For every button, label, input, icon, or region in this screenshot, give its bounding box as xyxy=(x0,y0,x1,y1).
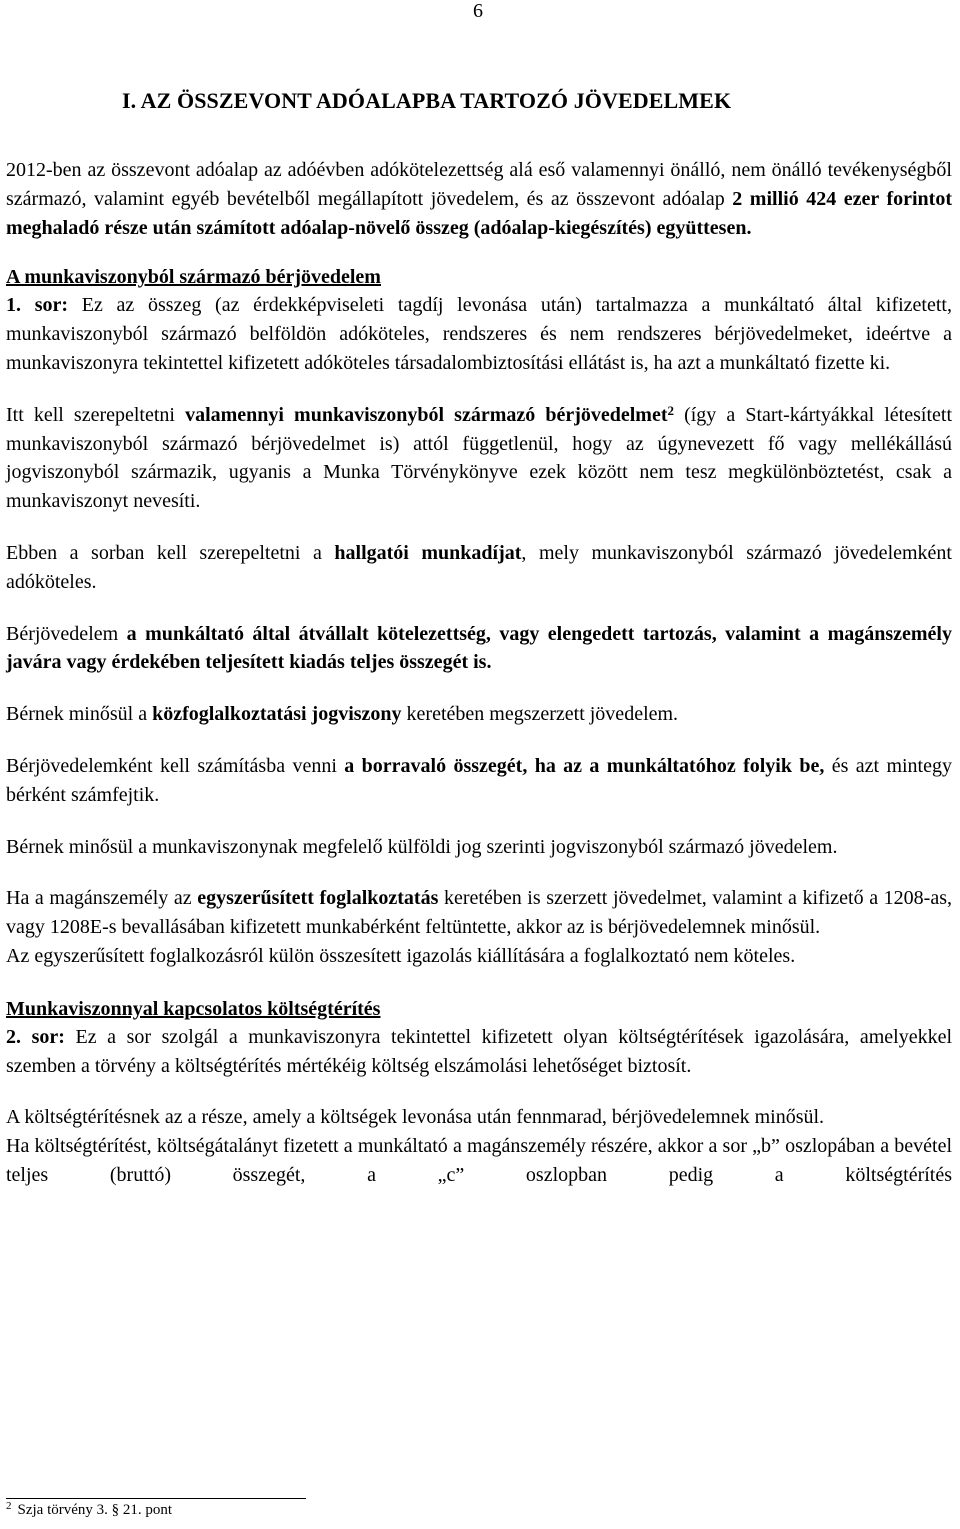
bold-text: a borravaló összegét, ha az a munkáltatóhoz folyik be, xyxy=(344,754,825,777)
row-2-label: 2. sor: xyxy=(6,1025,65,1048)
row-2-text: Ez a sor szolgál a munkaviszonyra tekintettel kifizetett olyan költségtérítések igazolására, amelyekkel szemben a törvény a költségtérítés mértékéig költség elszámolási lehetőséget biztosít. xyxy=(6,1025,953,1077)
paragraph-koltsegataliany: Ha költségtérítést, költségátalányt fizetett a munkáltató a magánszemély részére, akkor a sor „b” oszlopában a bevétel teljes (bruttó) összegét, a „c” oszlopban pedig a költségtérítés xyxy=(6,1135,952,1186)
row-1-label: 1. sor: xyxy=(6,294,69,317)
paragraph-egyszerusitett xyxy=(6,884,952,942)
row-1-paragraph xyxy=(6,291,952,377)
page-number: 6 xyxy=(473,0,483,22)
paragraph-atvallalt xyxy=(6,620,952,678)
paragraph-kozfoglalkoztatas xyxy=(6,700,952,729)
section-heading-koltsegterites: Munkaviszonnyal kapcsolatos költségtérítés xyxy=(6,997,381,1020)
bold-text: valamennyi munkaviszonyból származó bérjövedelmet xyxy=(185,403,668,426)
text: Ha a magánszemély az xyxy=(6,887,198,910)
section-heading-berjovedelem: A munkaviszonyból származó bérjövedelem xyxy=(6,266,381,289)
intro-bold-text: 2 millió 424 ezer forintot meghaladó része után számított adóalap-növelő összeg (adóalap-kiegészítés) együttesen. xyxy=(6,187,952,239)
paragraph-koltsegterites-resz: A költségtérítésnek az a része, amely a költségek levonása után fennmarad, bérjövedelemnek minősül. xyxy=(6,1106,825,1129)
paragraph-valamennyi xyxy=(6,401,952,516)
text: , mely munkaviszonyból származó jövedelemként adóköteles. xyxy=(6,541,952,593)
bold-text: hallgatói munkadíjat xyxy=(334,541,522,564)
footnote-divider xyxy=(6,1498,306,1499)
text: Itt kell szerepeltetni xyxy=(6,403,186,426)
intro-paragraph xyxy=(6,156,952,242)
text: Bérnek minősül a xyxy=(6,703,153,726)
paragraph-hallgatoi xyxy=(6,539,952,597)
text: és azt mintegy bérként számfejtik. xyxy=(6,754,952,806)
document-body xyxy=(6,88,952,1190)
footnote-ref[interactable]: 2 xyxy=(667,402,674,418)
text: Bérjövedelemként kell számításba venni xyxy=(6,754,345,777)
text: (így a Start-kártyákkal létesített munkaviszonyból származó bérjövedelmet is) attól függetlenül, hogy az úgynevezett fő vagy mellékállású jogviszonyból származik, ugyanis a Munka Törvénykönyve ezek között nem tesz megkülönböztetést, csak a munkaviszonyt nevesíti. xyxy=(6,403,953,513)
intro-text: 2012-ben az összevont adóalap az adóévben adókötelezettség alá eső valamennyi önálló, nem önálló tevékenységből származó, valamint egyéb bevételből megállapított jövedelem, és az összevont adóalap xyxy=(6,159,952,210)
footnote xyxy=(6,1502,172,1519)
text: Bérjövedelem xyxy=(6,622,127,645)
chapter-title: I. AZ ÖSSZEVONT ADÓALAPBA TARTOZÓ JÖVEDELMEK xyxy=(122,88,732,113)
footnote-number: 2 xyxy=(6,1500,12,1512)
paragraph-kulfoldi: Bérnek minősül a munkaviszonynak megfelelő külföldi jog szerinti jogviszonyból származó jövedelem. xyxy=(6,835,838,858)
row-2-paragraph xyxy=(6,1023,952,1081)
footnote-text: Szja törvény 3. § 21. pont xyxy=(17,1502,173,1518)
bold-text: egyszerűsített foglalkoztatás xyxy=(197,887,439,910)
row-1-text: Ez az összeg (az érdekképviseleti tagdíj levonása után) tartalmazza a munkáltató által kifizetett, munkaviszonyból származó belföldön adóköteles, rendszeres és nem rendszeres bérjövedelmeket, ideértve a munkaviszonyra tekintettel kifizetett adóköteles társadalombiztosítási ellátást is, ha azt a munkáltató fizette ki. xyxy=(6,294,952,374)
text: keretében megszerzett jövedelem. xyxy=(401,703,679,726)
bold-text: a munkáltató által átvállalt kötelezettség, vagy elengedett tartozás, valamint a magánszemély javára vagy érdekében teljesített kiadás teljes összegét is. xyxy=(6,622,952,674)
paragraph-igazolas: Az egyszerűsített foglalkozásról külön összesített igazolás kiállítására a foglalkoztató nem köteles. xyxy=(6,944,796,967)
text: keretében is szerzett jövedelmet, valamint a kifizető a 1208-as, vagy 1208E-s bevallásában kifizetett munkabérként feltüntette, akkor az is bérjövedelemnek minősül. xyxy=(6,887,952,939)
text: Ebben a sorban kell szerepeltetni a xyxy=(6,541,335,564)
bold-text: közfoglalkoztatási jogviszony xyxy=(152,703,402,726)
paragraph-borravalo xyxy=(6,752,952,810)
